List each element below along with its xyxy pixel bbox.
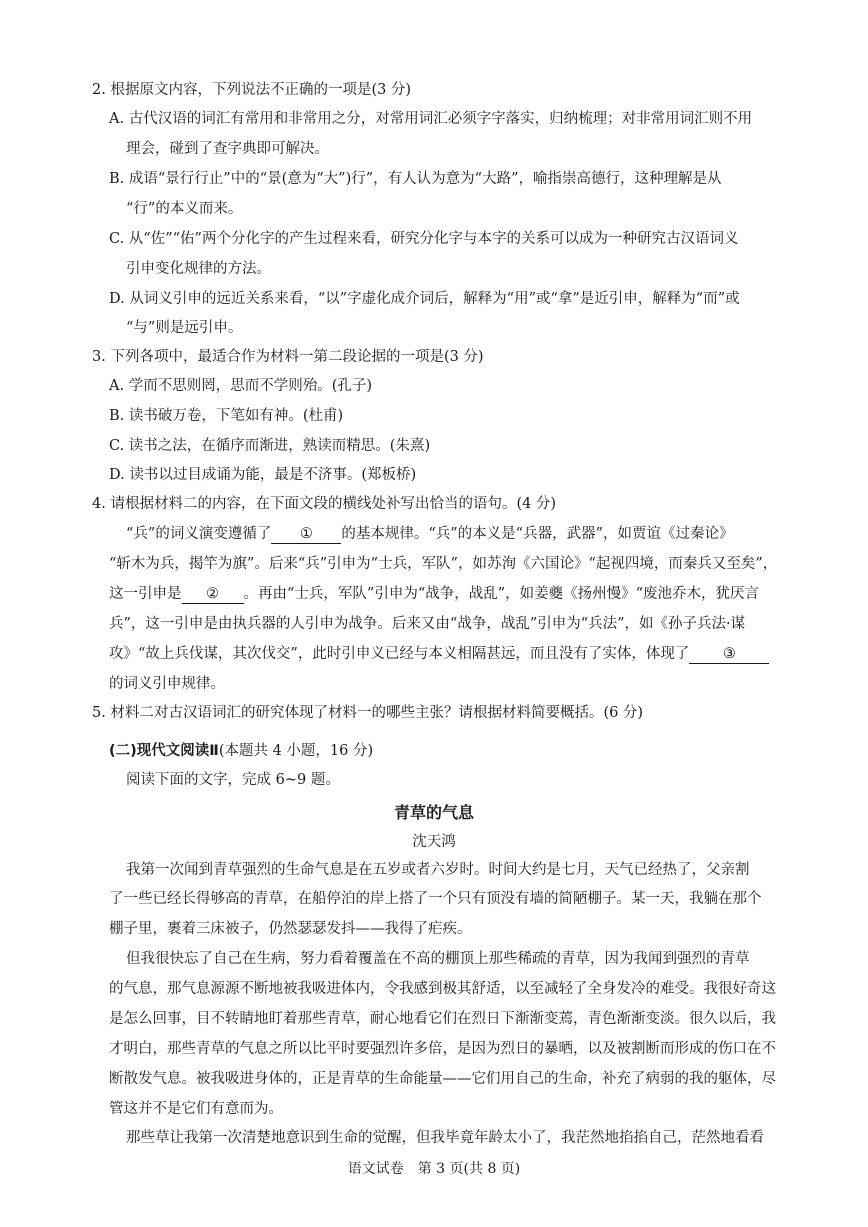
section-instruction: 阅读下面的文字，完成 6~9 题。	[126, 772, 340, 788]
q4-passage-line2: “斩木为兵，揭竿为旗”。后来“兵”引申为“士兵，军队”，如苏洵《六国论》“起视四境，而秦兵又至矣”，	[109, 556, 778, 572]
q3-option-d: D. 读书以过目成诵为能，最是不济事。(郑板桥)	[109, 467, 417, 483]
section-heading	[109, 741, 373, 761]
article-p3-line1: 那些草让我第一次清楚地意识到生命的觉醒，但我毕竟年龄太小了，我茫然地掐掐自己，茫然地看看	[126, 1130, 764, 1146]
q4-text: 。再由“士兵，军队”引申为“战争，战乱”，如姜夔《扬州慢》“废池乔木，犹厌言	[243, 586, 760, 602]
q4-text: 攻》“故上兵伐谋，其次伐交”，此时引申义已经与本义相隔甚远，而且没有了实体，体现了	[109, 646, 690, 662]
q4-passage-line3	[109, 584, 759, 604]
q5-stem: 5. 材料二对古汉语词汇的研究体现了材料一的哪些主张？请根据材料简要概括。(6 分)	[92, 705, 644, 721]
q2-option-a-line1: A. 古代汉语的词汇有常用和非常用之分，对常用词汇必须字字落实，归纳梳理；对非常用词汇则不用	[109, 111, 753, 127]
q4-text: 这一引申是	[109, 586, 182, 602]
q2-option-d-line1: D. 从词义引申的远近关系来看，“以”字虚化成介词后，解释为“用”或“拿”是近引申，解释为“而”或	[109, 291, 740, 307]
q3-option-c: C. 读书之法，在循序而渐进，熟读而精思。(朱熹)	[109, 438, 431, 454]
article-p1-line1: 我第一次闻到青草强烈的生命气息是在五岁或者六岁时。时间大约是七月，天气已经热了，父亲割	[126, 862, 750, 878]
article-author: 沈天鸿	[412, 834, 456, 850]
q3-option-a: A. 学而不思则罔，思而不学则殆。(孔子)	[109, 378, 373, 394]
q3-stem: 3. 下列各项中，最适合作为材料一第二段论据的一项是(3 分)	[92, 349, 484, 365]
q3-option-b: B. 读书破万卷，下笔如有神。(杜甫)	[109, 408, 344, 424]
article-p1-line3: 棚子里，裹着三床被子，仍然瑟瑟发抖——我得了疟疾。	[109, 921, 472, 937]
section-title: (二)现代文阅读Ⅱ	[109, 743, 219, 759]
q2-stem: 2. 根据原文内容，下列说法不正确的一项是(3 分)	[92, 82, 412, 98]
article-p2-line5: 断散发气息。被我吸进身体的，正是青草的生命能量——它们用自己的生命，补充了病弱的我的躯体，尽	[109, 1071, 776, 1087]
q2-option-b-line1: B. 成语“景行行止”中的“景(意为“大”)行”，有人认为意为“大路”，喻指崇高德行，这种理解是从	[109, 171, 722, 187]
fill-blank-1[interactable]: ①	[271, 525, 341, 544]
q4-text: “兵”的词义演变遵循了	[126, 526, 272, 542]
page-footer: 语文试卷 第 3 页(共 8 页)	[347, 1161, 521, 1177]
fill-blank-2[interactable]: ②	[182, 585, 244, 604]
q4-text: 的基本规律。“兵”的本义是“兵器，武器”，如贾谊《过秦论》	[341, 526, 734, 542]
article-p1-line2: 了一些已经长得够高的青草，在船停泊的岸上搭了一个只有顶没有墙的简陋棚子。某一天，我躺在那个	[109, 891, 762, 907]
section-subtitle: (本题共 4 小题，16 分)	[218, 743, 374, 759]
q4-passage-line6: 的词义引申规律。	[109, 676, 225, 692]
q2-option-c-line1: C. 从“佐”“佑”两个分化字的产生过程来看，研究分化字与本字的关系可以成为一种研究古汉语词义	[109, 231, 739, 247]
article-title: 青草的气息	[393, 803, 474, 822]
q2-option-c-line2: 引申变化规律的方法。	[126, 261, 271, 277]
q4-passage-line5	[109, 644, 769, 664]
fill-blank-3[interactable]: ③	[689, 645, 769, 664]
article-p2-line6: 管这并不是它们有意而为。	[109, 1101, 283, 1117]
article-p2-line1: 但我很快忘了自己在生病，努力看着覆盖在不高的棚顶上那些稀疏的青草，因为我闻到强烈的青草	[126, 951, 750, 967]
q4-stem: 4. 请根据材料二的内容，在下面文段的横线处补写出恰当的语句。(4 分)	[92, 496, 557, 512]
q2-option-a-line2: 理会，碰到了查字典即可解决。	[126, 141, 329, 157]
article-p2-line4: 才明白，那些青草的气息之所以比平时要强烈许多倍，是因为烈日的暴晒，以及被割断而形成的伤口在不	[109, 1041, 776, 1057]
q2-option-b-line2: “行”的本义而来。	[126, 201, 243, 217]
article-p2-line2: 的气息，那气息源源不断地被我吸进体内，令我感到极其舒适，以至减轻了全身发冷的难受。我很好奇这	[109, 981, 776, 997]
q2-option-d-line2: “与”则是远引申。	[126, 320, 243, 336]
q4-passage-line1	[126, 524, 733, 544]
article-p2-line3: 是怎么回事，目不转睛地盯着那些青草，耐心地看它们在烈日下渐渐变蔫，青色渐渐变淡。很久以后，我	[109, 1011, 776, 1027]
q4-passage-line4: 兵”，这一引申是由执兵器的人引申为战争。后来又由“战争，战乱”引申为“兵法”，如《孙子兵法·谋	[109, 616, 746, 632]
